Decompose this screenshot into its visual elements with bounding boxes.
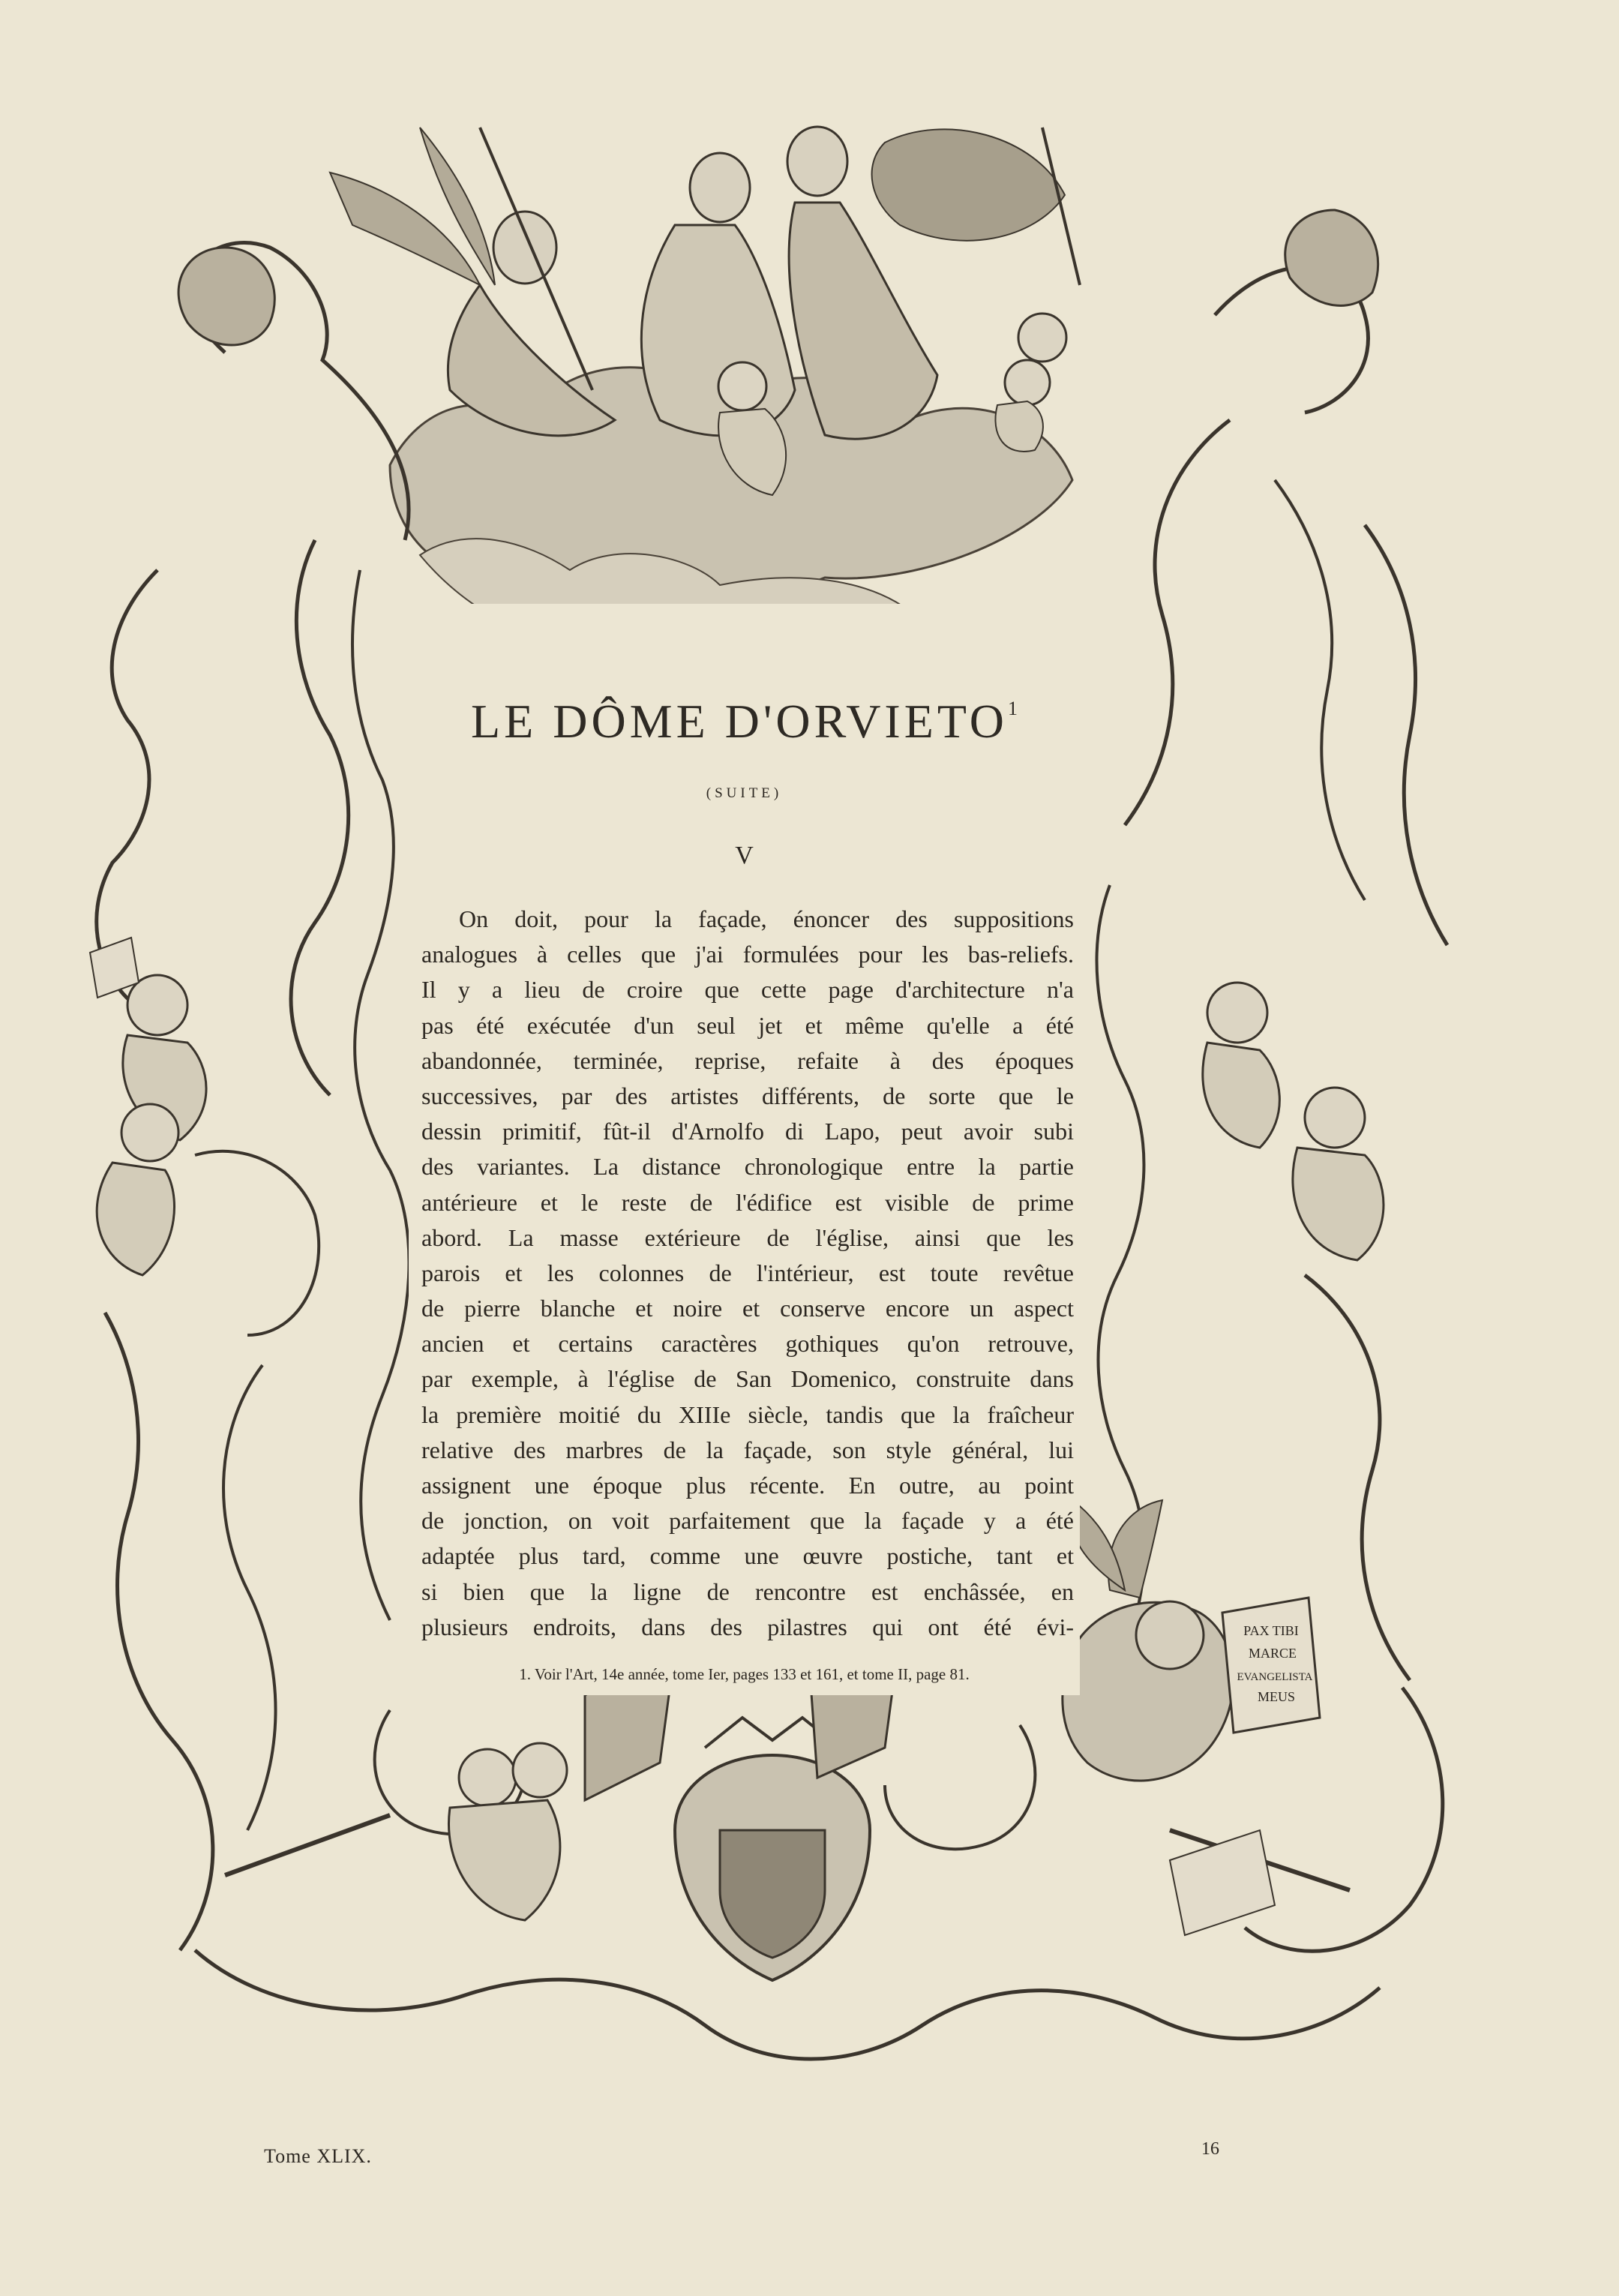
book-inscription-line: EVANGELISTA [1237, 1671, 1313, 1683]
page-number: 16 [1201, 2139, 1219, 2159]
article-body [421, 902, 1074, 1645]
allegorical-cloud-scene [330, 127, 1080, 651]
volume-label: Tome XLIX. [264, 2145, 372, 2167]
body-line: assignent une époque plus récente. En outre, au point [421, 1472, 1074, 1499]
body-line: abandonnée, terminée, reprise, refaite à des époques [421, 1046, 1074, 1074]
body-line: On doit, pour la façade, énoncer des suppositions [459, 905, 1074, 932]
article-subtitle: (SUITE) [706, 785, 783, 801]
body-line: relative des marbres de la façade, son style général, lui [421, 1436, 1074, 1463]
footnote-marker: 1 [1007, 698, 1018, 719]
book-inscription-line: MARCE [1248, 1646, 1297, 1661]
body-line: dessin primitif, fût-il d'Arnolfo di Lapo, peut avoir subi [421, 1118, 1074, 1145]
body-line: parois et les colonnes de l'intérieur, est toute revêtue [421, 1259, 1074, 1286]
book-inscription-line: MEUS [1257, 1689, 1296, 1704]
body-line: Il y a lieu de croire que cette page d'architecture n'a [421, 976, 1074, 1004]
article-text-panel [405, 630, 1084, 1695]
body-line: analogues à celles que j'ai formulées pour les bas-reliefs. [421, 941, 1074, 968]
left-frame-scrollwork [90, 243, 409, 1950]
footnote: 1. Voir l'Art, 14e année, tome Ier, pages 133 et 161, et tome II, page 81. [519, 1665, 970, 1683]
body-line: la première moitié du XIIIe siècle, tandis que la fraîcheur [421, 1400, 1074, 1428]
body-line: si bien que la ligne de rencontre est enchâssée, en [421, 1577, 1074, 1605]
body-line: par exemple, à l'église de San Domenico, construite dans [421, 1365, 1074, 1393]
section-number: V [735, 842, 754, 869]
article-title-text: LE DÔME D'ORVIETO [471, 695, 1008, 748]
right-frame-scrollwork [1063, 210, 1447, 1951]
body-line: des variantes. La distance chronologique entre la partie [421, 1153, 1074, 1181]
book-inscription-line: PAX TIBI [1243, 1623, 1299, 1638]
article-title [405, 694, 1084, 749]
lion-book [1222, 1598, 1320, 1733]
body-line: de jonction, on voit parfaitement que la façade y a été [421, 1507, 1074, 1535]
body-line: abord. La masse extérieure de l'église, ainsi que les [421, 1223, 1074, 1251]
body-line: de pierre blanche et noire et conserve encore un aspect [421, 1295, 1074, 1322]
body-line: pas été exécutée d'un seul jet et même qu'elle a été [421, 1011, 1074, 1039]
body-line: ancien et certains caractères gothiques qu'on retrouve, [421, 1330, 1074, 1358]
body-line: plusieurs endroits, dans des pilastres qui ont été évi- [421, 1613, 1074, 1640]
body-line: adaptée plus tard, comme une œuvre postiche, tant et [421, 1542, 1074, 1570]
body-line: antérieure et le reste de l'édifice est visible de prime [421, 1188, 1074, 1216]
body-line: successives, par des artistes différents, de sorte que le [421, 1082, 1074, 1109]
